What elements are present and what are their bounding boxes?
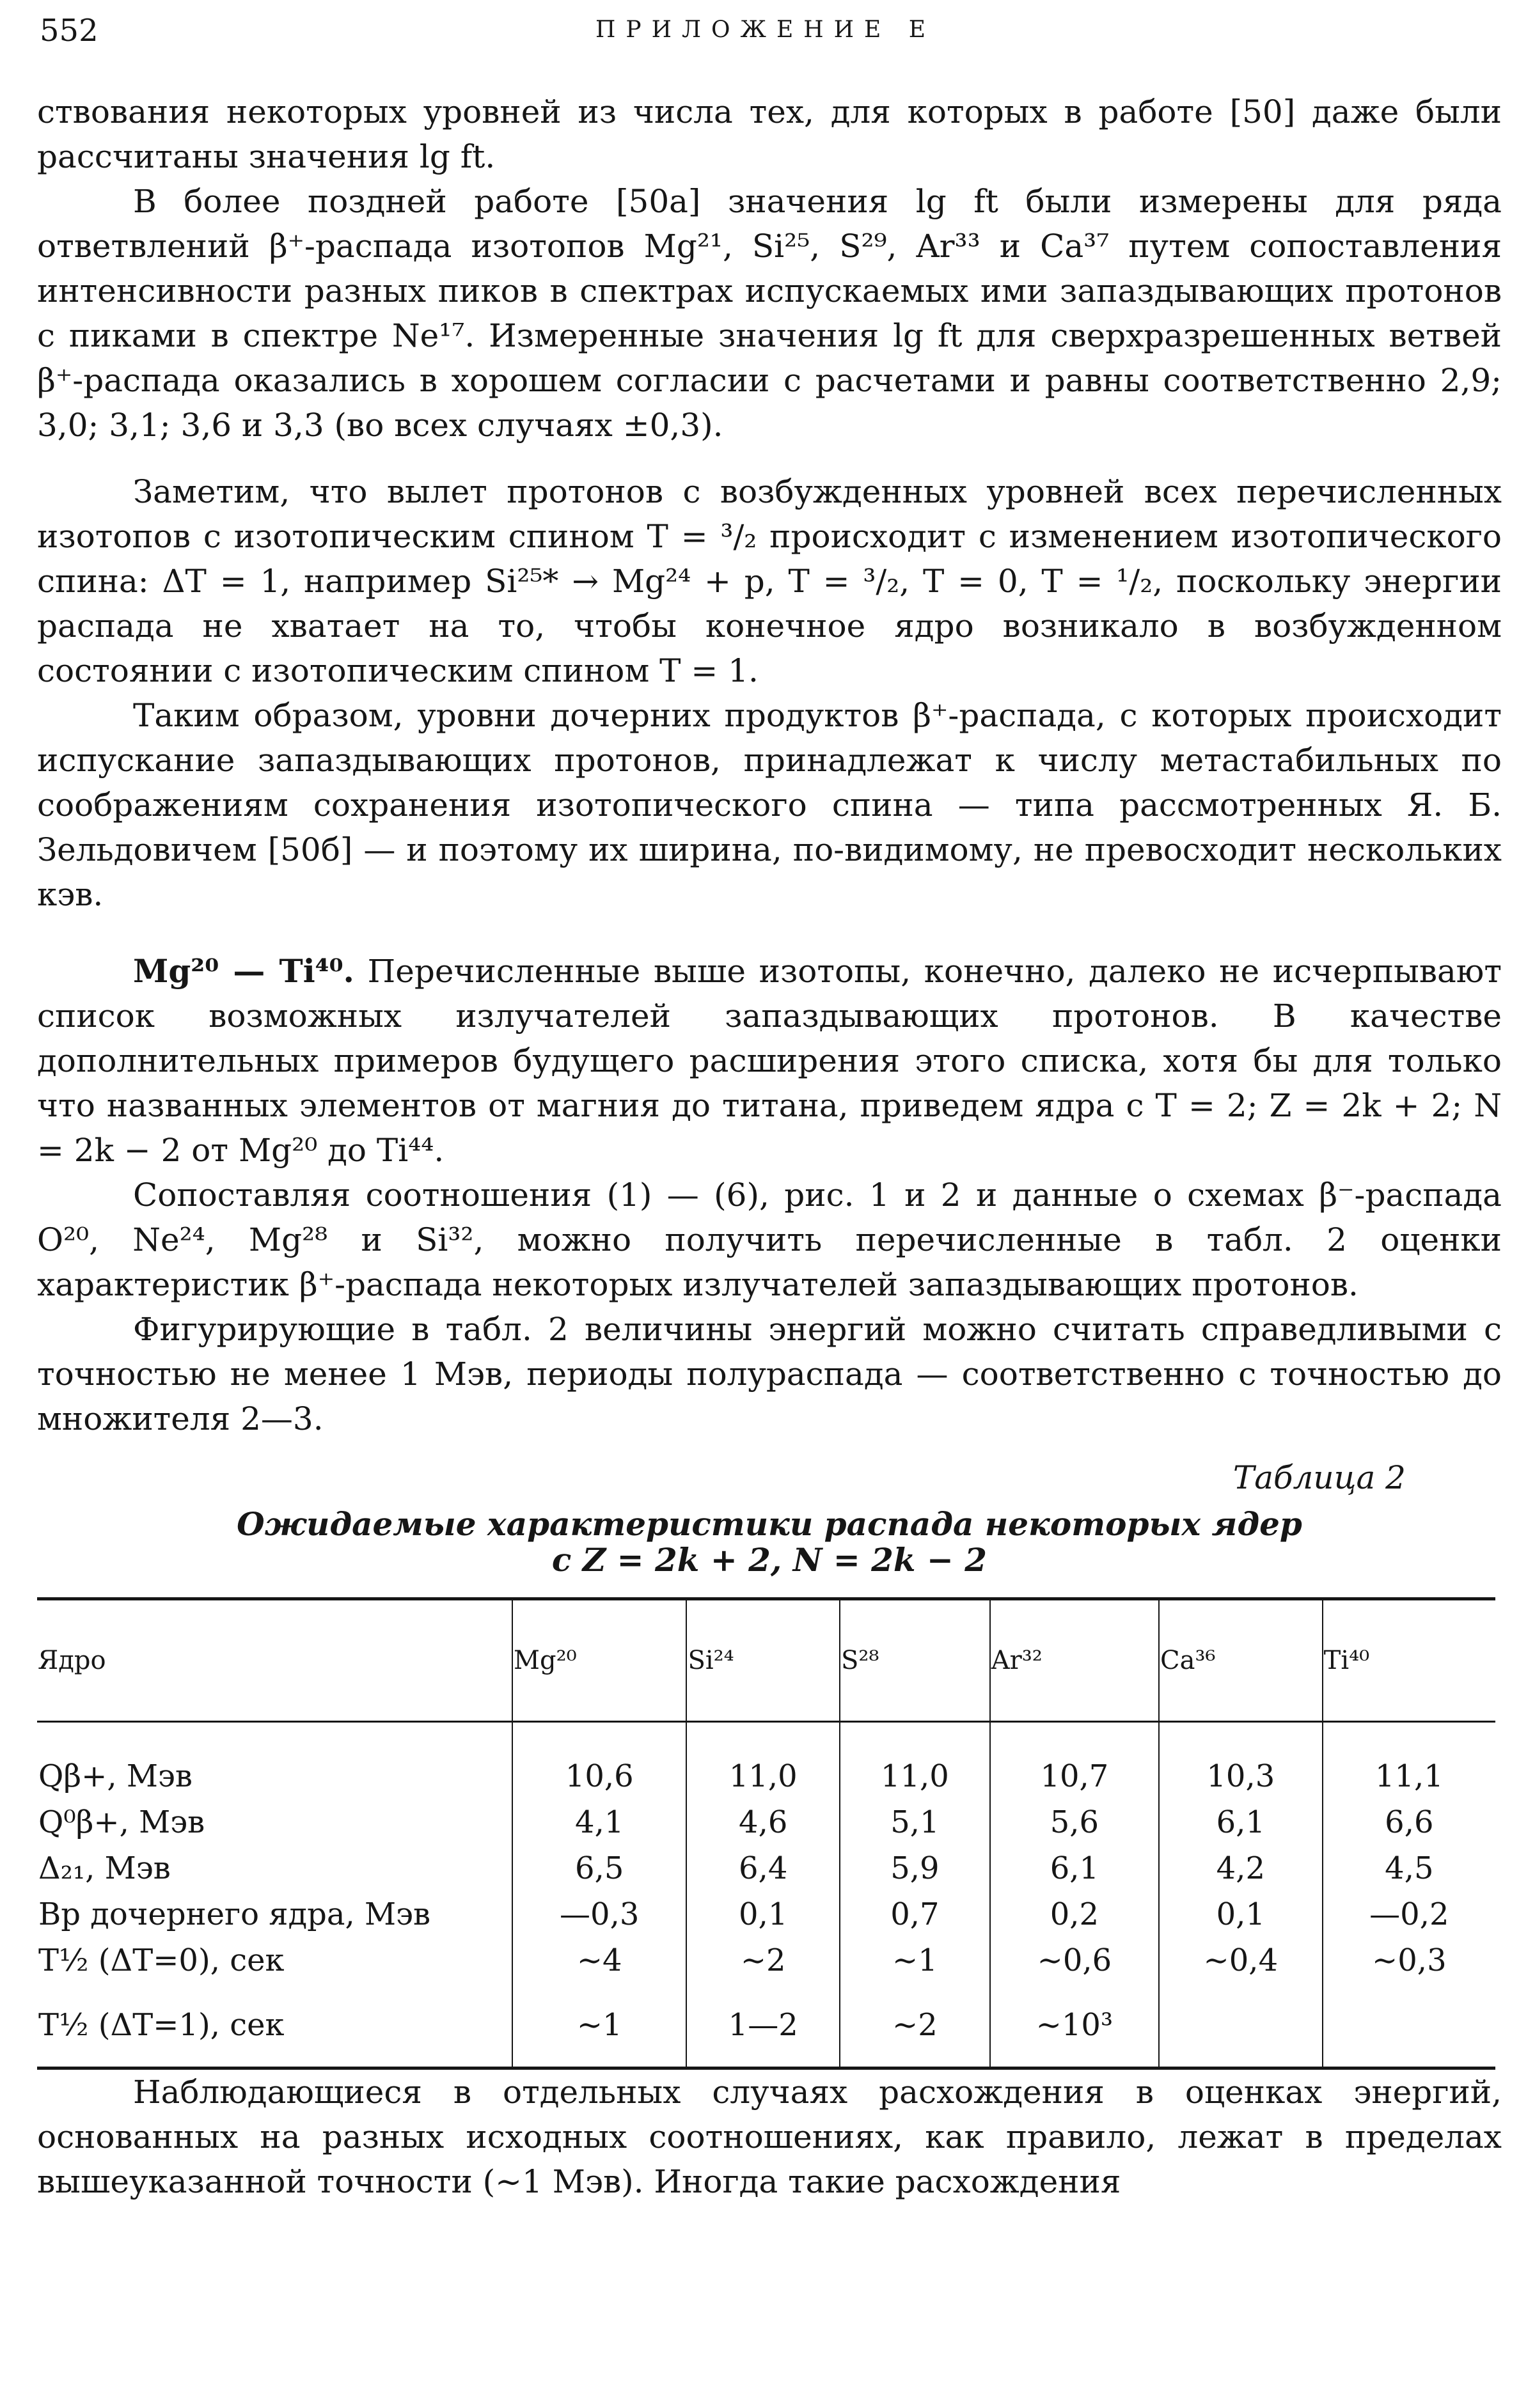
section-heading: Mg²⁰ — Ti⁴⁰. xyxy=(133,952,354,990)
table-cell: 10,7 xyxy=(990,1722,1159,1800)
table-cell: 11,1 xyxy=(1323,1722,1495,1800)
row-label: T½ (ΔT=0), сек xyxy=(38,1943,285,1978)
row-label: Qβ+, Мэв xyxy=(38,1758,193,1794)
column-header: Ti⁴⁰ xyxy=(1323,1599,1495,1722)
table-cell: 6,6 xyxy=(1323,1799,1495,1845)
row-label: Bp дочернего ядра, Мэв xyxy=(38,1896,431,1932)
table-cell: 4,5 xyxy=(1323,1845,1495,1891)
table-header-row xyxy=(37,1599,1495,1722)
running-head: ПРИЛОЖЕНИЕ Е xyxy=(595,17,936,43)
paragraph: ствования некоторых уровней из числа тех, для которых в работе [50] даже были рассчитаны значения lg ft. xyxy=(37,93,1502,175)
table-row xyxy=(37,1937,1495,1983)
table-row xyxy=(37,1983,1495,2068)
table-cell: ∼1 xyxy=(512,1983,686,2068)
column-header: Ca³⁶ xyxy=(1159,1599,1323,1722)
table-cell: 11,0 xyxy=(686,1722,840,1800)
column-header: Ядро xyxy=(37,1599,512,1722)
table-cell: ∼0,3 xyxy=(1323,1937,1495,1983)
table-cell xyxy=(1323,1983,1495,2068)
table-cell: 0,1 xyxy=(1159,1891,1323,1937)
table-cell: ∼0,4 xyxy=(1159,1937,1323,1983)
body-text xyxy=(37,90,1502,2204)
table-container xyxy=(37,1597,1502,2070)
table-row xyxy=(37,1891,1495,1937)
table-cell: ∼2 xyxy=(840,1983,990,2068)
table-cell: 0,2 xyxy=(990,1891,1159,1937)
row-label: T½ (ΔT=1), сек xyxy=(37,1983,512,2068)
row-label: Q⁰β+, Мэв xyxy=(38,1804,205,1840)
table-cell: —0,2 xyxy=(1323,1891,1495,1937)
table-cell: ∼2 xyxy=(686,1937,840,1983)
column-header: Mg²⁰ xyxy=(512,1599,686,1722)
table-cell: 5,6 xyxy=(990,1799,1159,1845)
table-cell: 4,2 xyxy=(1159,1845,1323,1891)
row-label: Δ₂₁, Мэв xyxy=(38,1850,171,1886)
paragraph: Наблюдающиеся в отдельных случаях расхождения в оценках энергий, основанных на разных исходных соотношениях, как правило, лежат в пределах вышеуказанной точности (∼1 Мэв). Иногда такие расхождения xyxy=(37,2074,1502,2200)
table-label: Таблица 2 xyxy=(1232,1459,1406,1496)
table-cell: ∼10³ xyxy=(990,1983,1159,2068)
section-paragraph xyxy=(37,949,1502,1173)
table-title-line: Ожидаемые характеристики распада некоторых ядер xyxy=(237,1505,1302,1543)
table-cell: —0,3 xyxy=(512,1891,686,1937)
table-cell: 4,1 xyxy=(512,1799,686,1845)
table-row xyxy=(37,1845,1495,1891)
table-cell: 0,1 xyxy=(686,1891,840,1937)
table-row xyxy=(37,1799,1495,1845)
table-cell: ∼4 xyxy=(512,1937,686,1983)
page-header xyxy=(40,13,1492,58)
table-cell: 0,7 xyxy=(840,1891,990,1937)
table-cell: 6,5 xyxy=(512,1845,686,1891)
paragraph: Сопоставляя соотношения (1) — (6), рис. 1 и 2 и данные о схемах β⁻-распада O²⁰, Ne²⁴, Mg²⁸ и Si³², можно получить перечисленные в табл. 2 оценки характеристик β⁺-распада некоторых излучателей запаздывающих протонов. xyxy=(37,1177,1502,1303)
table-cell: 5,1 xyxy=(840,1799,990,1845)
paragraph-text: Перечисленные выше изотопы, конечно, далеко не исчерпывают список возможных излучателей запаздывающих протонов. В качестве дополнительных примеров будущего расширения этого списка, хотя бы для только что названных элементов от магния до титана, приведем ядра с T = 2; Z = 2k + 2; N = 2k − 2 от Mg²⁰ до Ti⁴⁴. xyxy=(37,953,1502,1169)
table-cell: ∼0,6 xyxy=(990,1937,1159,1983)
table-cell xyxy=(1159,1983,1323,2068)
table-cell: 6,4 xyxy=(686,1845,840,1891)
paragraph: Фигурирующие в табл. 2 величины энергий можно считать справедливыми с точностью не менее 1 Мэв, периоды полураспада — соответственно с точностью до множителя 2—3. xyxy=(37,1311,1502,1437)
table-row xyxy=(37,1722,1495,1800)
paragraph: Таким образом, уровни дочерних продуктов β⁺-распада, с которых происходит испускание запаздывающих протонов, принадлежат к числу метастабильных по соображениям сохранения изотопического спина — типа рассмотренных Я. Б. Зельдовичем [50б] — и поэтому их ширина, по-видимому, не превосходит нескольких кэв. xyxy=(37,697,1502,913)
table-cell: 4,6 xyxy=(686,1799,840,1845)
table-cell: 5,9 xyxy=(840,1845,990,1891)
table-cell: 6,1 xyxy=(990,1845,1159,1891)
column-header: Ar³² xyxy=(990,1599,1159,1722)
table-cell: ∼1 xyxy=(840,1937,990,1983)
table-title xyxy=(37,1506,1502,1578)
paragraph: В более поздней работе [50а] значения lg ft были измерены для ряда ответвлений β⁺-распада изотопов Mg²¹, Si²⁵, S²⁹, Ar³³ и Ca³⁷ путем сопоставления интенсивности разных пиков в спектрах испускаемых ими запаздывающих протонов с пиками в спектре Ne¹⁷. Измеренные значения lg ft для сверхразрешенных ветвей β⁺-распада оказались в хорошем согласии с расчетами и равны соответственно 2,9; 3,0; 3,1; 3,6 и 3,3 (во всех случаях ±0,3). xyxy=(37,183,1502,444)
table-cell: 6,1 xyxy=(1159,1799,1323,1845)
table-cell: 10,3 xyxy=(1159,1722,1323,1800)
table-cell: 1—2 xyxy=(686,1983,840,2068)
table-cell: 10,6 xyxy=(512,1722,686,1800)
table-cell: 11,0 xyxy=(840,1722,990,1800)
table-title-line: с Z = 2k + 2, N = 2k − 2 xyxy=(551,1541,988,1579)
data-table xyxy=(37,1597,1495,2070)
page-number: 552 xyxy=(40,13,98,49)
column-header: Si²⁴ xyxy=(686,1599,840,1722)
paragraph: Заметим, что вылет протонов с возбужденных уровней всех перечисленных изотопов с изотопическим спином T = ³/₂ происходит с изменением изотопического спина: ΔT = 1, например Si²⁵* → Mg²⁴ + p, T = ³/₂, T = 0, T = ¹/₂, поскольку энергии распада не хватает на то, чтобы конечное ядро возникало в возбужденном состоянии с изотопическим спином T = 1. xyxy=(37,473,1502,689)
column-header: S²⁸ xyxy=(840,1599,990,1722)
